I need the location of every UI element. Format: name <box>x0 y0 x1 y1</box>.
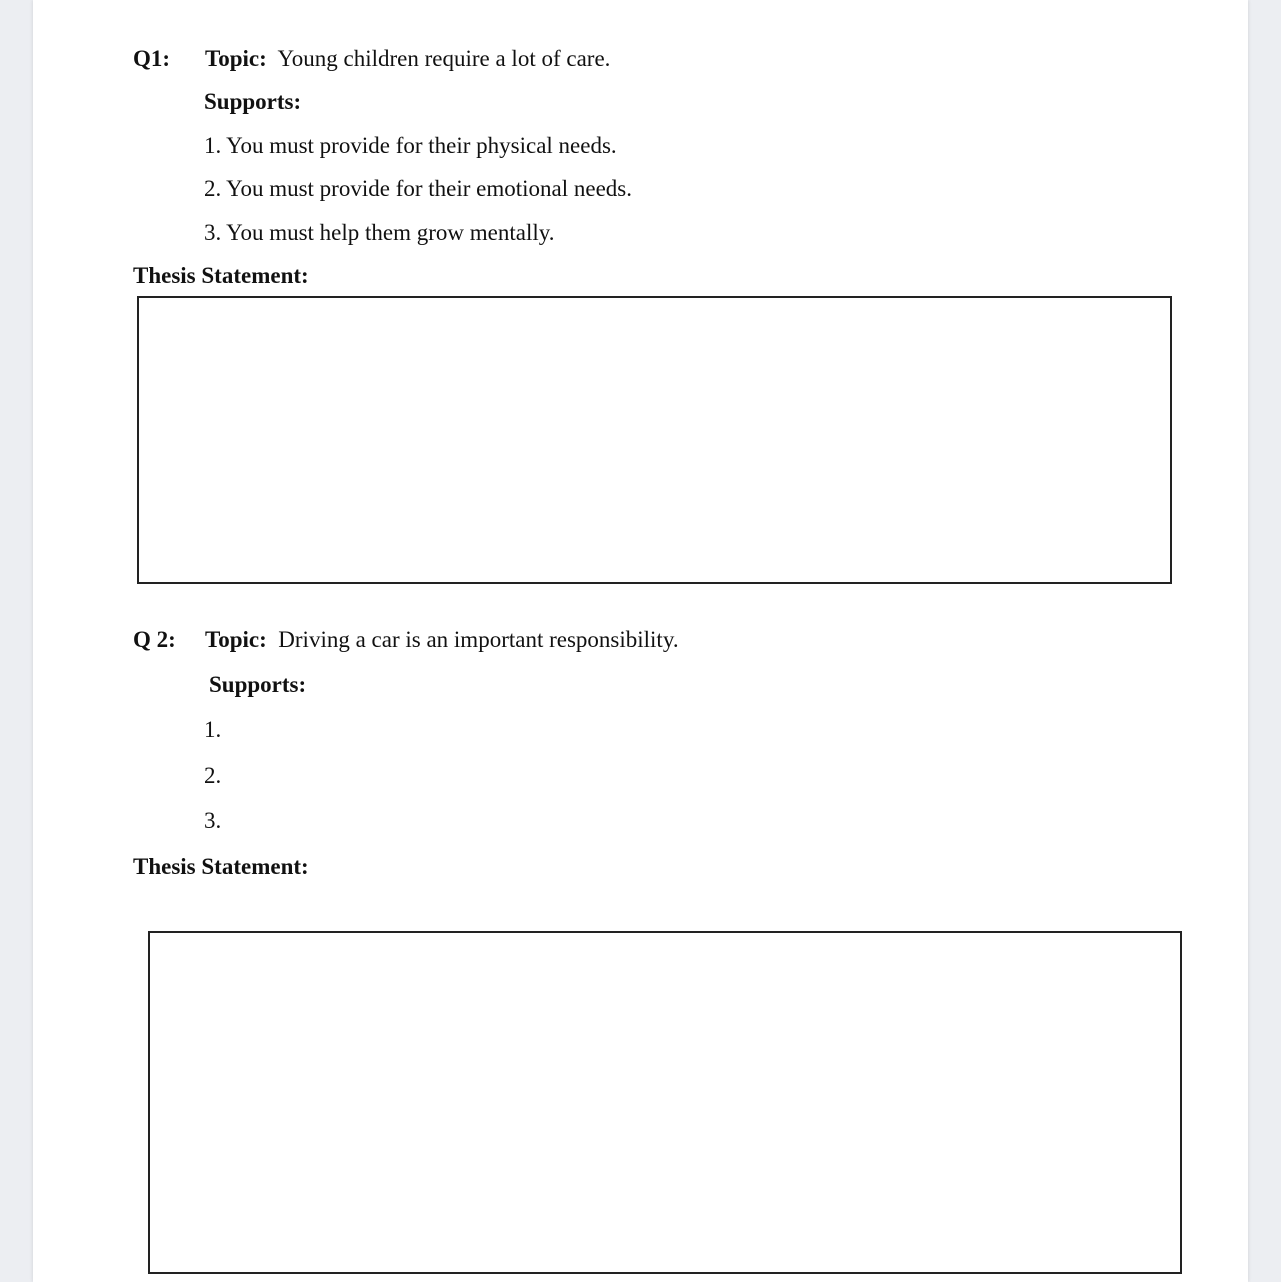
q1-support-1: 1. You must provide for their physical needs. <box>204 133 617 158</box>
q1-supports-label: Supports: <box>204 89 302 114</box>
q1-topic-label: Topic: <box>205 46 267 71</box>
q2-topic-label: Topic: <box>205 627 267 652</box>
q1-topic-text: Young children require a lot of care. <box>277 46 611 71</box>
q1-thesis-answer-box[interactable] <box>137 296 1172 584</box>
q1-support-2: 2. You must provide for their emotional needs. <box>204 176 633 201</box>
q1-label: Q1: <box>133 46 171 71</box>
q2-topic-text: Driving a car is an important responsibility. <box>278 627 679 652</box>
q1-topic <box>205 46 610 72</box>
q1-thesis-label: Thesis Statement: <box>133 263 309 288</box>
q2-label: Q 2: <box>133 627 176 652</box>
q2-support-2: 2. <box>204 763 222 788</box>
q2-thesis-label: Thesis Statement: <box>133 854 309 879</box>
q1-support-3: 3. You must help them grow mentally. <box>204 220 555 245</box>
q2-supports-label: Supports: <box>209 672 307 697</box>
q2-support-3: 3. <box>204 808 222 833</box>
q2-topic <box>205 627 679 653</box>
q2-thesis-answer-box[interactable] <box>148 931 1182 1274</box>
q2-support-1: 1. <box>204 717 222 742</box>
